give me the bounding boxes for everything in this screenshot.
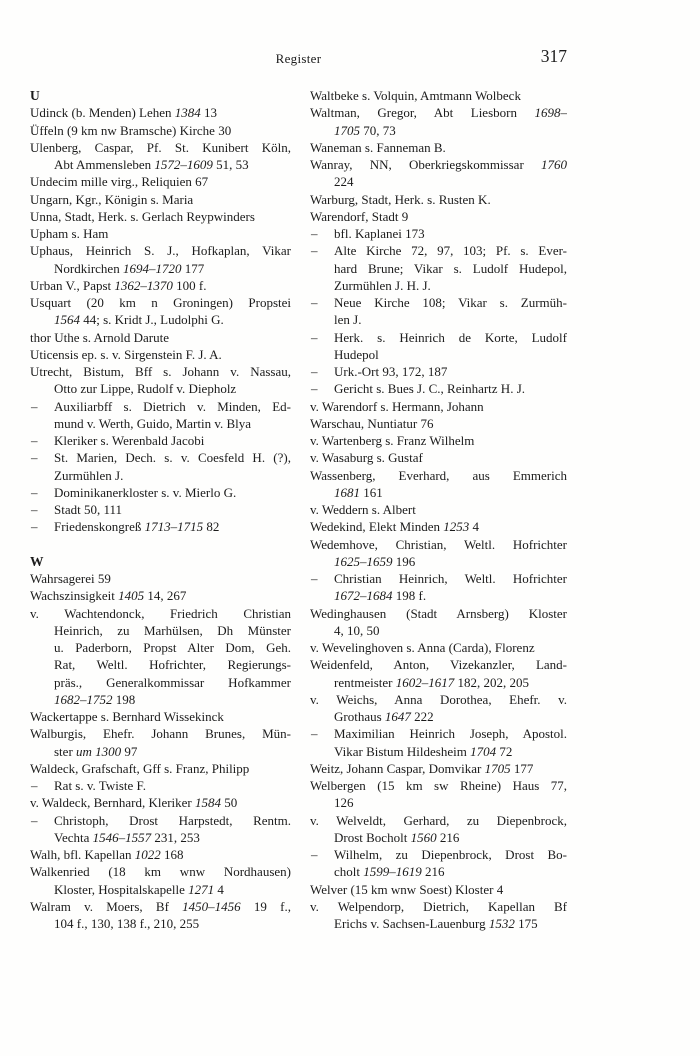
- index-entry-line: Wackertappe s. Bernhard Wissekinck: [30, 709, 224, 724]
- index-entry-line: v. Waldeck, Bernhard, Kleriker 1584 50: [30, 795, 238, 811]
- index-entry-line: v. Wasaburg s. Gustaf: [310, 450, 423, 466]
- index-entry-line: Upham s. Ham: [30, 226, 109, 241]
- index-entry-line: Usquart (20 km n Groningen) Propstei: [30, 295, 291, 310]
- italic-date: 1647: [384, 709, 411, 724]
- index-entry-line: – bfl. Kaplanei 173: [311, 226, 425, 241]
- dash-marker: –: [311, 847, 318, 862]
- dash-marker: –: [311, 295, 318, 310]
- index-entry-line: Walram v. Moers, Bf 1450–1456 19 f.,: [30, 898, 291, 914]
- index-entry-line: Welver (15 km wnw Soest) Kloster 4: [310, 881, 504, 897]
- italic-date: 1253: [443, 519, 470, 535]
- index-entry-line: Warschau, Nuntiatur 76: [310, 415, 434, 431]
- index-entry-line: v. Warendorf s. Hermann, Johann: [310, 398, 484, 414]
- page-number: 317: [540, 46, 567, 66]
- dash-marker: –: [31, 778, 38, 793]
- italic-date: 1560: [410, 829, 437, 845]
- dash-marker: –: [311, 243, 318, 259]
- index-entry-line: v. Wevelinghoven s. Anna (Carda), Florenz: [310, 640, 535, 655]
- index-entry-line: Kloster, Hospitalskapelle 1271 4: [54, 881, 224, 897]
- dash-marker: –: [311, 329, 318, 345]
- index-entry-line: Heinrich, zu Marhülsen, Dh Münster: [54, 622, 291, 638]
- italic-date: 1546–1557: [92, 829, 152, 845]
- dash-marker: –: [311, 726, 318, 742]
- index-entry-line: – Gericht s. Bues J. C., Reinhartz H. J.: [311, 381, 526, 397]
- dash-marker: –: [311, 571, 318, 586]
- index-entry-line: Walh, bfl. Kapellan 1022 168: [30, 847, 184, 862]
- index-entry-line: rentmeister 1602–1617 182, 202, 205: [334, 674, 529, 690]
- italic-date: 1625–1659: [334, 553, 393, 569]
- index-entry-line: – Auxiliarbff s. Dietrich v. Minden, Ed-: [31, 398, 291, 414]
- index-entry-line: hard Brune; Vikar s. Ludolf Hudepol,: [334, 260, 567, 276]
- dash-marker: –: [311, 381, 318, 397]
- index-entry-line: – Maximilian Heinrich Joseph, Apostol.: [311, 726, 567, 742]
- index-entry-line: Weitz, Johann Caspar, Domvikar 1705 177: [310, 760, 534, 776]
- index-entry-line: Weidenfeld, Anton, Vizekanzler, Land-: [310, 657, 567, 673]
- italic-date: 1705: [484, 760, 511, 776]
- index-entry-line: v. Wachtendonck, Friedrich Christian: [30, 605, 291, 621]
- dash-marker: –: [31, 398, 38, 414]
- index-entry-line: – Herk. s. Heinrich de Korte, Ludolf: [311, 329, 567, 345]
- italic-date: 1682–1752: [54, 691, 113, 707]
- index-entry-line: Warburg, Stadt, Herk. s. Rusten K.: [310, 191, 491, 207]
- index-entry-line: – Christoph, Drost Harpstedt, Rentm.: [31, 812, 291, 828]
- italic-date: 1602–1617: [395, 674, 455, 690]
- section-heading: U: [30, 88, 40, 103]
- index-entry-line: – Alte Kirche 72, 97, 103; Pf. s. Ever-: [311, 243, 567, 259]
- index-entry-line: – Neue Kirche 108; Vikar s. Zurmüh-: [311, 295, 567, 310]
- dash-marker: –: [31, 433, 38, 448]
- italic-date: 1694–1720: [122, 260, 182, 276]
- italic-date: 1599–1619: [363, 864, 422, 880]
- index-entry-line: v. Wartenberg s. Franz Wilhelm: [310, 433, 475, 448]
- index-entry-line: Erichs v. Sachsen-Lauenburg 1532 175: [334, 916, 538, 931]
- index-entry-line: Rat, Weltl. Hofrichter, Regierungs-: [54, 657, 291, 673]
- index-entry-line: Udinck (b. Menden) Lehen 1384 13: [30, 105, 218, 121]
- index-entry-line: Waltman, Gregor, Abt Liesborn 1698–: [310, 105, 567, 121]
- index-entry-line: 104 f., 130, 138 f., 210, 255: [54, 916, 200, 931]
- index-entry-line: Waldeck, Grafschaft, Gff s. Franz, Philipp: [30, 760, 250, 776]
- index-entry-line: Uticensis ep. s. v. Sirgenstein F. J. A.: [30, 346, 222, 362]
- index-entry-line: 1705 70, 73: [334, 122, 396, 138]
- index-entry-line: Waltbeke s. Volquin, Amtmann Wolbeck: [310, 88, 521, 103]
- italic-date: 1713–1715: [144, 519, 204, 535]
- index-entry-line: Welbergen (15 km sw Rheine) Haus 77,: [310, 778, 567, 793]
- running-header: [30, 48, 567, 70]
- section-heading: W: [30, 553, 44, 569]
- index-entry-line: len J.: [334, 312, 362, 328]
- index-entry-line: mund v. Werth, Guido, Martin v. Blya: [54, 415, 252, 431]
- index-entry-line: Wachszinsigkeit 1405 14, 267: [30, 588, 187, 604]
- index-entry-line: thor Uthe s. Arnold Darute: [30, 329, 170, 345]
- index-entry-line: v. Weichs, Anna Dorothea, Ehefr. v.: [310, 691, 567, 707]
- italic-date: 1022: [134, 847, 161, 862]
- index-entry-line: Üffeln (9 km nw Bramsche) Kirche 30: [30, 122, 232, 138]
- index-entry-line: v. Welveldt, Gerhard, zu Diepenbrock,: [310, 812, 567, 828]
- index-entry-line: – Christian Heinrich, Weltl. Hofrichter: [311, 571, 567, 586]
- italic-date: 1584: [195, 795, 222, 811]
- index-entry-line: Vechta 1546–1557 231, 253: [54, 829, 200, 845]
- italic-date: 1362–1370: [114, 277, 173, 293]
- index-entry-line: 1625–1659 196: [334, 553, 416, 569]
- index-entry-line: 4, 10, 50: [334, 622, 380, 638]
- index-entry-line: – Dominikanerkloster s. v. Mierlo G.: [31, 484, 237, 500]
- italic-date: 1704: [470, 743, 497, 759]
- index-entry-line: Undecim mille virg., Reliquien 67: [30, 174, 209, 190]
- index-entry-line: Zurmühlen J.: [54, 467, 124, 483]
- italic-date: 1405: [118, 588, 145, 604]
- blank-line: [30, 536, 291, 553]
- index-entry-line: – Stadt 50, 111: [31, 502, 123, 517]
- italic-date: 1384: [174, 105, 201, 121]
- dash-marker: –: [31, 519, 38, 535]
- index-entry-line: – St. Marien, Dech. s. v. Coesfeld H. (?),: [31, 450, 291, 466]
- index-entry-line: Vikar Bistum Hildesheim 1704 72: [334, 743, 513, 759]
- index-entry-line: 224: [334, 174, 354, 190]
- index-entry-line: Waneman s. Fanneman B.: [310, 139, 446, 155]
- index-entry-line: Wedinghausen (Stadt Arnsberg) Kloster: [310, 605, 567, 621]
- index-entry-line: Wanray, NN, Oberkriegskommissar 1760: [310, 157, 567, 172]
- dash-marker: –: [31, 812, 38, 828]
- index-entry-line: Urban V., Papst 1362–1370 100 f.: [30, 277, 207, 293]
- index-entry-line: 1564 44; s. Kridt J., Ludolphi G.: [54, 312, 224, 328]
- index-entry-line: Wedekind, Elekt Minden 1253 4: [310, 519, 480, 535]
- index-entry-line: 126: [334, 795, 354, 811]
- italic-date: 1450–1456: [182, 898, 241, 914]
- index-entry-line: Ungarn, Kgr., Königin s. Maria: [30, 191, 194, 207]
- index-entry-line: Walkenried (18 km wnw Nordhausen): [30, 864, 291, 880]
- index-entry-line: – Friedenskongreß 1713–1715 82: [31, 519, 220, 535]
- index-entry-line: – Wilhelm, zu Diepenbrock, Drost Bo-: [311, 847, 567, 862]
- index-entry-line: Unna, Stadt, Herk. s. Gerlach Reypwinders: [30, 208, 255, 224]
- index-entry-line: Warendorf, Stadt 9: [310, 208, 409, 224]
- index-entry-line: – Urk.-Ort 93, 172, 187: [311, 364, 448, 379]
- italic-date: 1572–1609: [154, 157, 213, 172]
- italic-date: 1532: [488, 916, 515, 931]
- italic-date: 1672–1684: [334, 588, 393, 604]
- index-entry-line: Walburgis, Ehefr. Johann Brunes, Mün-: [30, 726, 291, 742]
- index-entry-line: Nordkirchen 1694–1720 177: [54, 260, 205, 276]
- index-column-right: [310, 87, 567, 932]
- index-entry-line: Utrecht, Bistum, Bff s. Johann v. Nassau,: [30, 364, 291, 379]
- italic-date: 1698–: [534, 105, 567, 121]
- index-entry-line: Wassenberg, Everhard, aus Emmerich: [310, 467, 567, 483]
- italic-date: 1705: [334, 122, 360, 138]
- italic-date: 1271: [188, 881, 215, 897]
- italic-date: 1681: [334, 484, 360, 500]
- index-entry-line: Hudepol: [334, 346, 379, 362]
- index-entry-line: 1672–1684 198 f.: [334, 588, 427, 604]
- index-column-left: [30, 87, 291, 932]
- index-entry-line: Grothaus 1647 222: [334, 709, 434, 724]
- index-entry-line: Wahrsagerei 59: [30, 571, 111, 586]
- running-title: Register: [275, 51, 322, 66]
- index-entry-line: – Rat s. v. Twiste F.: [31, 778, 146, 793]
- index-entry-line: Abt Ammensleben 1572–1609 51, 53: [54, 157, 249, 172]
- italic-date: 1760: [541, 157, 567, 172]
- dash-marker: –: [31, 450, 38, 466]
- index-entry-line: – Kleriker s. Werenbald Jacobi: [31, 433, 205, 448]
- italic-date: 1564: [54, 312, 80, 328]
- italic-date: um 1300: [76, 743, 122, 759]
- dash-marker: –: [31, 484, 38, 500]
- dash-marker: –: [311, 226, 318, 241]
- index-entry-line: cholt 1599–1619 216: [334, 864, 445, 880]
- index-entry-line: Wedemhove, Christian, Weltl. Hofrichter: [310, 536, 567, 552]
- index-entry-line: präs., Generalkommissar Hofkammer: [54, 674, 291, 690]
- index-entry-line: u. Paderborn, Propst Alter Dom, Geh.: [54, 640, 291, 655]
- index-entry-line: Uphaus, Heinrich S. J., Hofkaplan, Vikar: [30, 243, 291, 259]
- index-entry-line: 1682–1752 198: [54, 691, 136, 707]
- dash-marker: –: [31, 502, 38, 517]
- index-entry-line: Otto zur Lippe, Rudolf v. Diepholz: [54, 381, 237, 397]
- index-entry-line: v. Welpendorp, Dietrich, Kapellan Bf: [310, 898, 567, 914]
- index-entry-line: Zurmühlen J. H. J.: [334, 277, 431, 293]
- index-entry-line: ster um 1300 97: [54, 743, 138, 759]
- index-entry-line: Ulenberg, Caspar, Pf. St. Kunibert Köln,: [30, 139, 291, 155]
- index-entry-line: 1681 161: [334, 484, 383, 500]
- index-entry-line: Drost Bocholt 1560 216: [334, 829, 460, 845]
- index-entry-line: v. Weddern s. Albert: [310, 502, 416, 517]
- dash-marker: –: [311, 364, 318, 379]
